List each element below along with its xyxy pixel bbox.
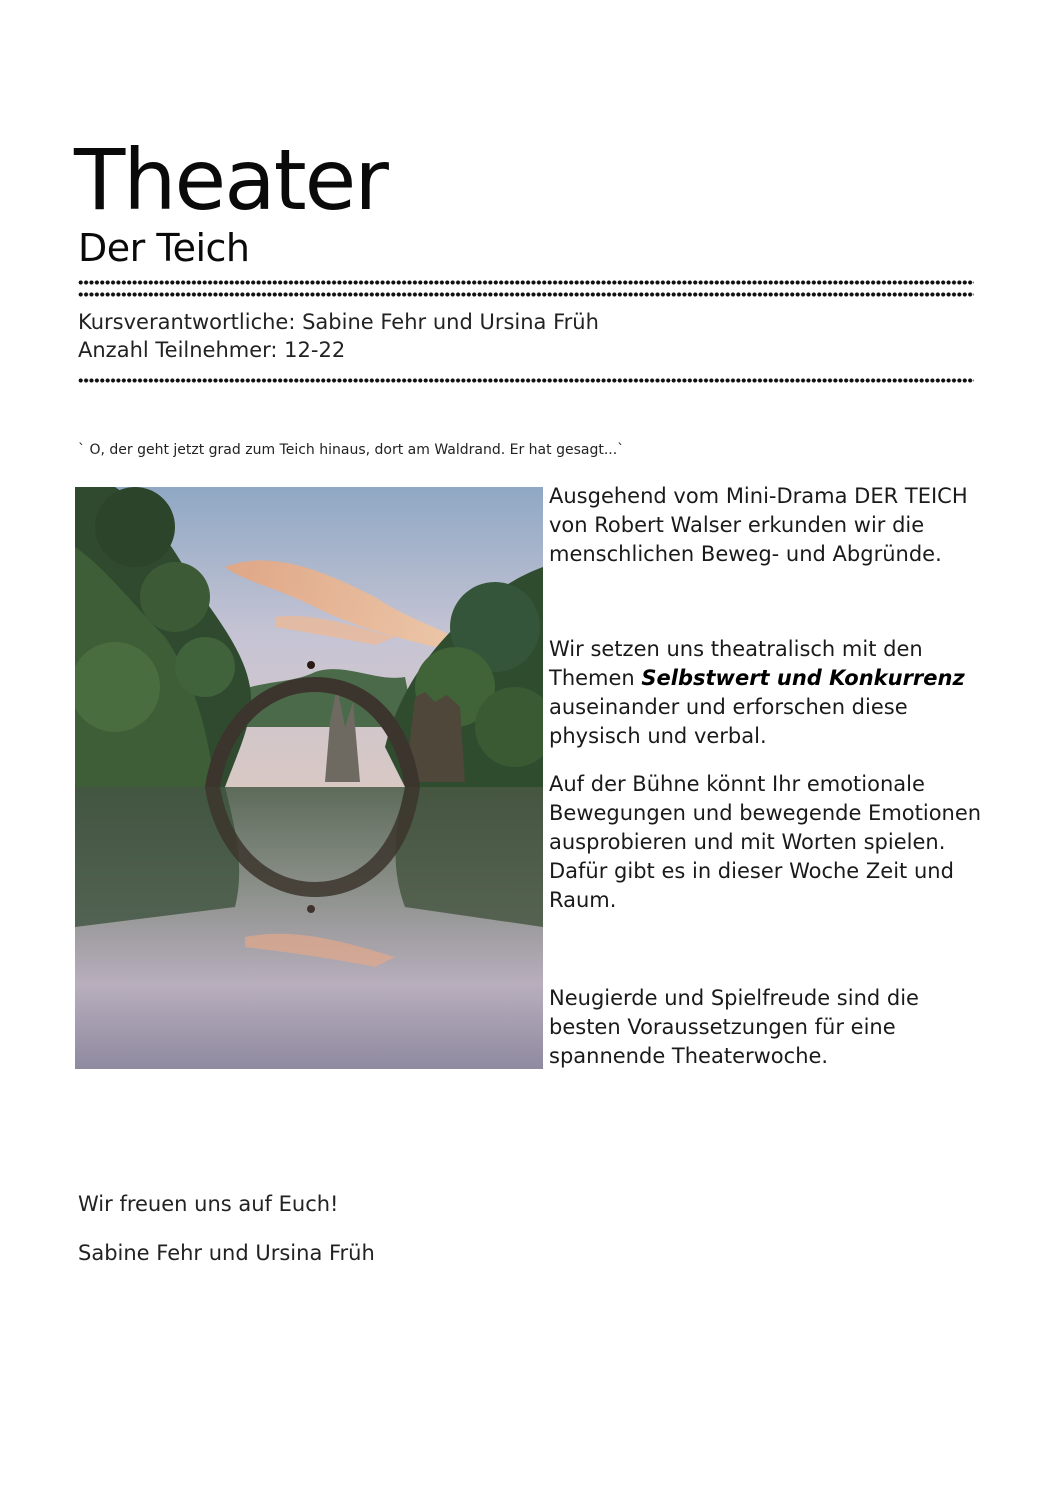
dotted-divider xyxy=(78,280,974,285)
greeting-text: Wir freuen uns auf Euch! xyxy=(78,1192,339,1216)
themes-text-start: Wir setzen uns theatralisch mit den Themen xyxy=(549,637,923,690)
themes-emphasis: Selbstwert und Konkurrenz xyxy=(641,666,965,690)
participant-count: Anzahl Teilnehmer: 12-22 xyxy=(78,338,346,362)
signature-text: Sabine Fehr und Ursina Früh xyxy=(78,1241,375,1265)
bridge-photo xyxy=(75,487,543,1069)
page-title: Theater xyxy=(74,131,387,229)
quote-text: ` O, der geht jetzt grad zum Teich hinaus, dort am Waldrand. Er hat gesagt...` xyxy=(78,442,625,458)
stage-paragraph: Auf der Bühne könnt Ihr emotionale Bewegungen und bewegende Emotionen ausprobieren und mit Worten spielen. Dafür gibt es in dieser Woche Zeit und Raum. xyxy=(549,772,982,912)
page-subtitle: Der Teich xyxy=(78,226,250,270)
dotted-divider xyxy=(78,292,974,297)
course-responsible: Kursverantwortliche: Sabine Fehr und Ursina Früh xyxy=(78,310,599,334)
closing-paragraph: Neugierde und Spielfreude sind die besten Voraussetzungen für eine spannende Theaterwoche. xyxy=(549,986,919,1068)
themes-paragraph xyxy=(549,635,989,751)
dotted-divider xyxy=(78,378,974,383)
intro-paragraph: Ausgehend vom Mini-Drama DER TEICH von Robert Walser erkunden wir die menschlichen Beweg- und Abgründe. xyxy=(549,484,968,566)
themes-text-end: auseinander und erforschen diese physisch und verbal. xyxy=(549,695,908,748)
